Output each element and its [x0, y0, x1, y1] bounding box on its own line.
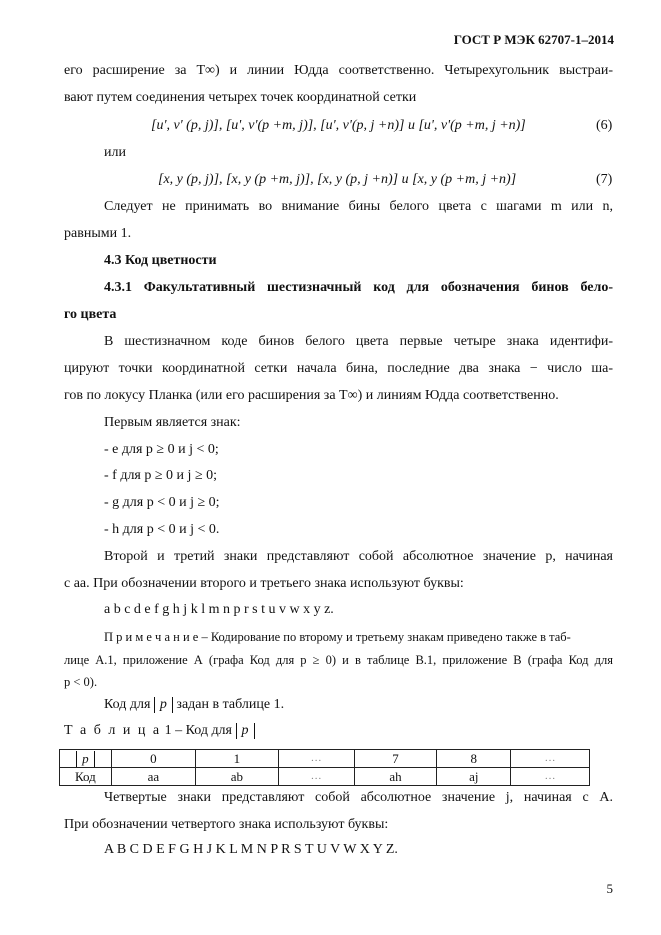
absolute-value-p: [76, 751, 95, 767]
paragraph-line: равными 1.: [64, 226, 132, 241]
page-number: 5: [606, 881, 613, 896]
lowercase-letter-list: a b c d e f g h j k l m n p r s t u v w x y z.: [104, 602, 334, 617]
connector-word: или: [104, 145, 126, 160]
table-cell: ah: [354, 768, 437, 786]
table-header-cell: Код: [60, 768, 112, 786]
absolute-value-p: [236, 723, 255, 739]
paragraph-line: с aa. При обозначении второго и третьего знака используют буквы:: [64, 576, 464, 591]
subsection-heading-4-3-1-cont: го цвета: [64, 307, 117, 322]
list-item: - f для p ≥ 0 и j ≥ 0;: [104, 468, 218, 483]
paragraph-line: гов по локусу Планка (или его расширения за T∞) и линиям Юдда соответственно.: [64, 388, 559, 403]
table-caption-label: Т а б л и ц а: [64, 723, 162, 738]
table-cell: 8: [437, 750, 511, 768]
variable-p: p: [82, 751, 89, 766]
paragraph-line: Четвертые знаки представляют собой абсолютное значение j, начиная с A.: [104, 790, 613, 805]
table-cell: 7: [354, 750, 437, 768]
equation-6: [u', v' (p, j)], [u', v'(p +m, j)], [u', v'(p, j +n)] и [u', v'(p +m, j +n)]: [151, 118, 526, 133]
note-label: П р и м е ч а н и е: [104, 630, 199, 644]
table-caption: [64, 722, 255, 740]
table-cell: …: [278, 750, 354, 768]
code-for-text: Код для: [104, 697, 151, 712]
table-cell: 1: [195, 750, 278, 768]
table-cell: aj: [437, 768, 511, 786]
list-item: - h для p < 0 и j < 0.: [104, 522, 220, 537]
paragraph-line: В шестизначном коде бинов белого цвета первые четыре знака идентифи-: [104, 334, 613, 349]
paragraph-line: Второй и третий знаки представляют собой абсолютное значение p, начиная: [104, 549, 613, 564]
equation-7: [x, y (p, j)], [x, y (p +m, j)], [x, y (p, j +n)] и [x, y (p +m, j +n)]: [158, 172, 517, 187]
note-line: p < 0).: [64, 675, 98, 689]
absolute-value-p: [154, 697, 173, 713]
paragraph-line: его расширение за T∞) и линии Юдда соответственно. Четырехугольник выстраи-: [64, 63, 613, 78]
table-cell: …: [511, 750, 590, 768]
list-item: - g для p < 0 и j ≥ 0;: [104, 495, 220, 510]
table-reference-line: [104, 696, 284, 714]
variable-p: p: [159, 697, 167, 712]
table-cell: ab: [195, 768, 278, 786]
section-heading-4-3: 4.3 Код цветности: [104, 253, 217, 268]
paragraph-line: цируют точки координатной сетки начала бина, последние два знака − число ша-: [64, 361, 613, 376]
code-table: [59, 749, 590, 786]
table-cell: aa: [111, 768, 195, 786]
table-cell: …: [511, 768, 590, 786]
equation-number-6: (6): [596, 118, 613, 133]
note-line: лице А.1, приложение А (графа Код для p ≥ 0) и в таблице В.1, приложение В (графа Код для: [64, 653, 613, 667]
table-reference-text: задан в таблице 1.: [176, 697, 285, 712]
variable-p: p: [241, 723, 249, 738]
document-header-id: ГОСТ Р МЭК 62707-1–2014: [453, 32, 614, 47]
paragraph-line: вают путем соединения четырех точек координатной сетки: [64, 90, 417, 105]
paragraph-line: Первым является знак:: [104, 415, 241, 430]
paragraph-line: Следует не принимать во внимание бины белого цвета с шагами m или n,: [104, 199, 613, 214]
equation-number-7: (7): [596, 172, 613, 187]
note-line: [104, 628, 571, 646]
table-row: [60, 750, 590, 768]
note-text: – Кодирование по второму и третьему знакам приведено также в таб-: [198, 630, 571, 644]
table-row: [60, 768, 590, 786]
table-cell: …: [278, 768, 354, 786]
table-header-cell: [60, 750, 112, 768]
uppercase-letter-list: A B C D E F G H J K L M N P R S T U V W X Y Z.: [104, 842, 398, 857]
subsection-heading-4-3-1: 4.3.1 Факультативный шестизначный код для обозначения бинов бело-: [104, 280, 613, 295]
list-item: - e для p ≥ 0 и j < 0;: [104, 442, 219, 457]
paragraph-line: При обозначении четвертого знака используют буквы:: [64, 817, 389, 832]
table-cell: 0: [111, 750, 195, 768]
table-caption-text: 1 – Код для: [164, 723, 232, 738]
